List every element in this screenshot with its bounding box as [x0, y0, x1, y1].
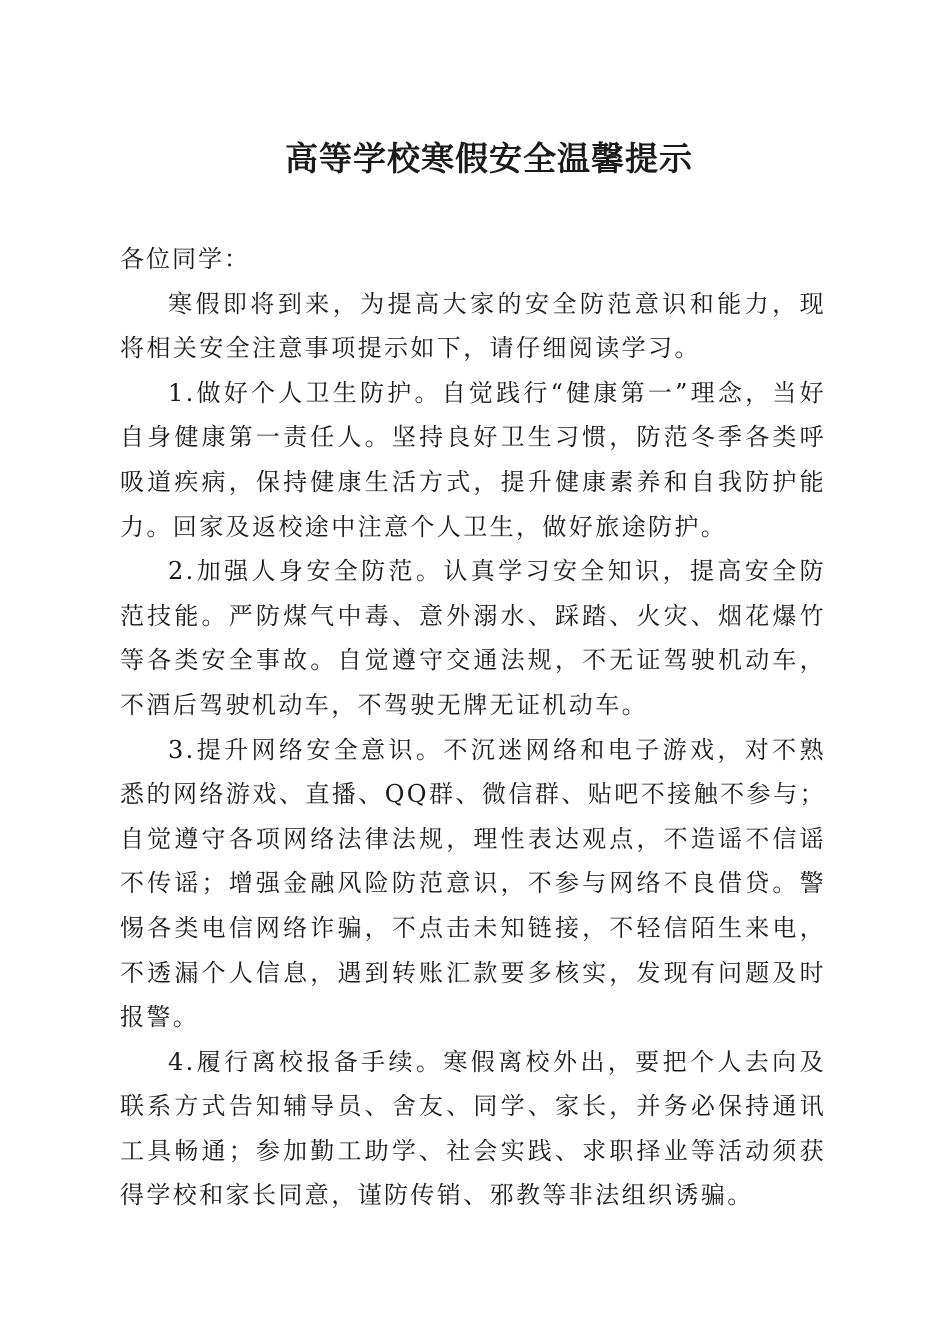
- paragraph-item-3-network-safety: 3.提升网络安全意识。不沉迷网络和电子游戏，对不熟悉的网络游戏、直播、QQ群、微信群、贴吧不接触不参与；自觉遵守各项网络法律法规，理性表达观点，不造谣不信谣不传谣；增强金融风险防范意识，不参与网络不良借贷。警惕各类电信网络诈骗，不点击未知链接，不轻信陌生来电，不透漏个人信息，遇到转账汇款要多核实，发现有问题及时报警。: [120, 735, 826, 1032]
- paragraph-item-2-personal-safety: 2.加强人身安全防范。认真学习安全知识，提高安全防范技能。严防煤气中毒、意外溺水、踩踏、火灾、烟花爆竹等各类安全事故。自觉遵守交通法规，不无证驾驶机动车，不酒后驾驶机动车，不驾驶无牌无证机动车。: [120, 557, 826, 719]
- document-page: [120, 128, 826, 1218]
- paragraph-intro: 寒假即将到来，为提高大家的安全防范意识和能力，现将相关安全注意事项提示如下，请仔细阅读学习。: [120, 289, 826, 363]
- document-title: 高等学校寒假安全温馨提示: [285, 139, 693, 178]
- paragraph-item-4-leave-registration: 4.履行离校报备手续。寒假离校外出，要把个人去向及联系方式告知辅导员、舍友、同学、家长，并务必保持通讯工具畅通；参加勤工助学、社会实践、求职择业等活动须获得学校和家长同意，谨防传销、邪教等非法组织诱骗。: [120, 1047, 826, 1210]
- paragraph-item-1-hygiene: 1.做好个人卫生防护。自觉践行“健康第一”理念，当好自身健康第一责任人。坚持良好卫生习惯，防范冬季各类呼吸道疾病，保持健康生活方式，提升健康素养和自我防护能力。回家及返校途中注意个人卫生，做好旅途防护。: [120, 378, 826, 541]
- greeting: 各位同学：: [120, 245, 250, 273]
